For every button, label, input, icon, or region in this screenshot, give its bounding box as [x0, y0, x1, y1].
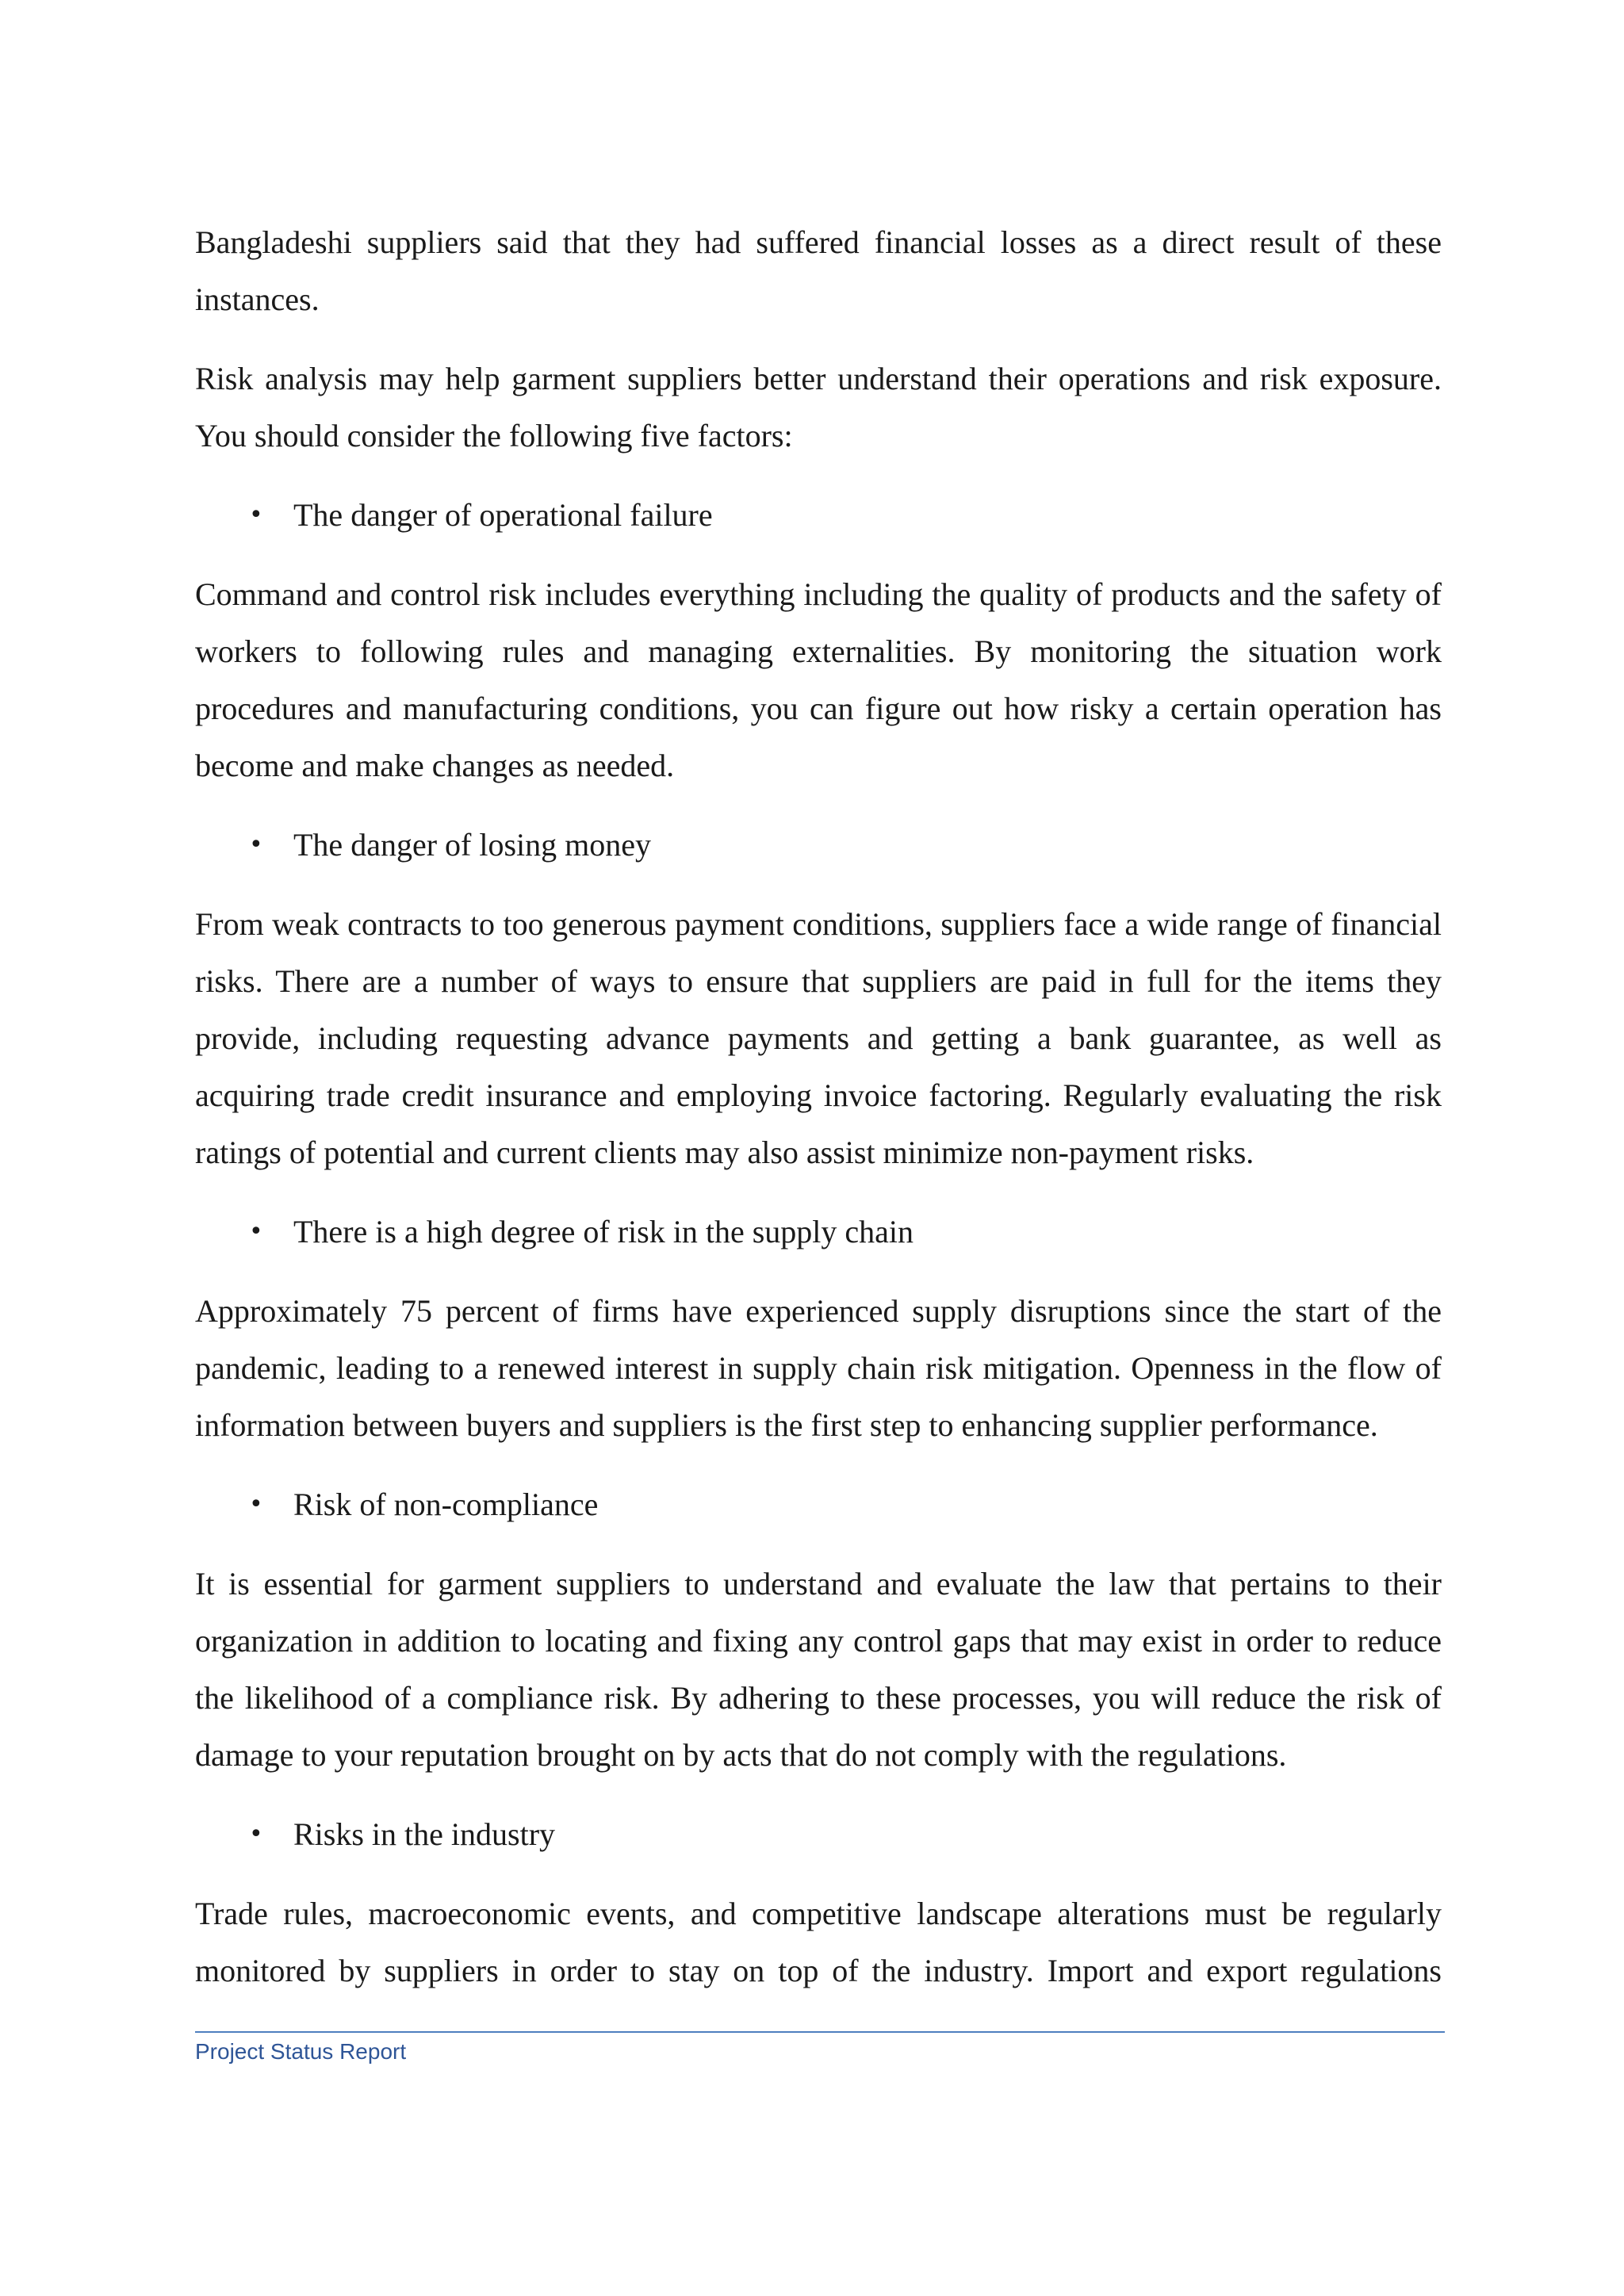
paragraph-compliance-risk: It is essential for garment suppliers to understand and evaluate the law that pertains to their organization in addition to locating and fixing any control gaps that may exist in order to reduce the likelihood of a compliance risk. By adhering to these processes, you will reduce the risk of damage to your reputation brought on by acts that do not comply with the regulations.	[195, 1566, 1442, 1773]
bullet-text: Risks in the industry	[293, 1816, 556, 1852]
footer-divider	[195, 2031, 1445, 2033]
bullet-non-compliance	[195, 1476, 1442, 1533]
paragraph-intro-continuation: Bangladeshi suppliers said that they had suffered financial losses as a direct result of these instances.	[195, 224, 1442, 317]
bullet-industry-risks	[195, 1806, 1442, 1863]
paragraph-supply-chain-risk: Approximately 75 percent of firms have experienced supply disruptions since the start of the pandemic, leading to a renewed interest in supply chain risk mitigation. Openness in the flow of information between buyers and suppliers is the first step to enhancing supplier performance.	[195, 1293, 1442, 1443]
bullet-operational-failure	[195, 487, 1442, 544]
paragraph-financial-risk: From weak contracts to too generous payment conditions, suppliers face a wide range of financial risks. There are a number of ways to ensure that suppliers are paid in full for the items they provide, including requesting advance payments and getting a bank guarantee, as well as acquiring trade credit insurance and employing invoice factoring. Regularly evaluating the risk ratings of potential and current clients may also assist minimize non-payment risks.	[195, 906, 1442, 1170]
bullet-text: There is a high degree of risk in the supply chain	[293, 1214, 914, 1249]
bullet-text: The danger of losing money	[293, 827, 651, 863]
paragraph-risk-analysis: Risk analysis may help garment suppliers better understand their operations and risk exposure. You should consider the following five factors:	[195, 361, 1442, 453]
bullet-icon: •	[249, 1490, 263, 1518]
bullet-icon: •	[249, 1820, 263, 1848]
bullet-losing-money	[195, 817, 1442, 874]
bullet-text: The danger of operational failure	[293, 497, 713, 533]
bullet-icon: •	[249, 501, 263, 529]
bullet-text: Risk of non-compliance	[293, 1487, 599, 1522]
bullet-supply-chain	[195, 1203, 1442, 1261]
paragraph-industry-risk: Trade rules, macroeconomic events, and competitive landscape alterations must be regularly monitored by suppliers in order to stay on top of the industry. Import and export regulations	[195, 1896, 1442, 1988]
footer-title: Project Status Report	[195, 2039, 407, 2064]
page-body	[195, 214, 1442, 2022]
bullet-icon: •	[249, 831, 263, 859]
paragraph-operational-risk: Command and control risk includes everything including the quality of products and the safety of workers to following rules and managing externalities. By monitoring the situation work procedures and manufacturing conditions, you can figure out how risky a certain operation has become and make changes as needed.	[195, 576, 1442, 783]
bullet-icon: •	[249, 1218, 263, 1246]
